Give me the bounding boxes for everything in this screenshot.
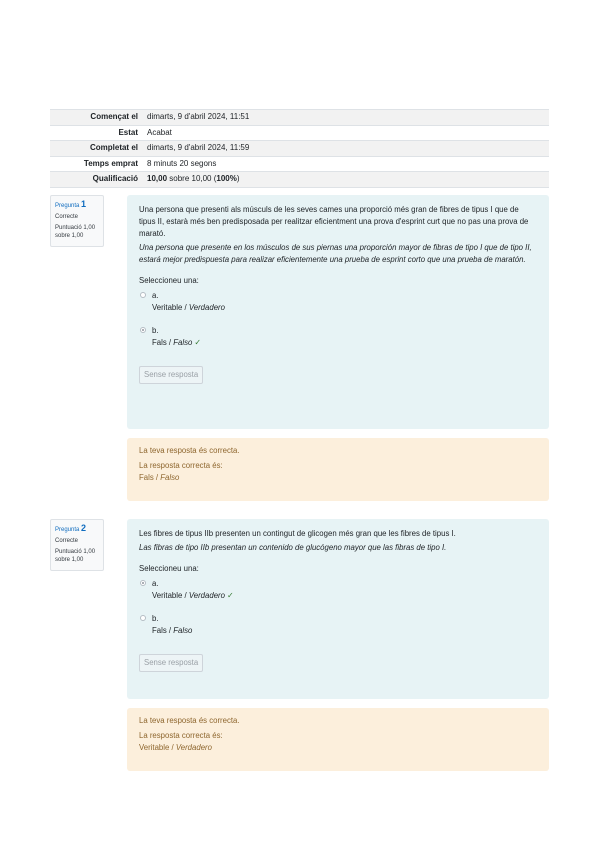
feedback-answer-es: Verdadero [175,743,212,752]
option-letter: b. [152,614,159,623]
question-number [55,200,99,210]
summary-value: 8 minuts 20 segons [142,156,549,172]
feedback-answer-es: Falso [160,473,180,482]
attempt-summary-table [50,109,549,188]
summary-value: dimarts, 9 d'abril 2024, 11:59 [142,141,549,157]
answer-prompt: Seleccioneu una: [139,564,199,573]
summary-label: Completat el [50,141,142,157]
option-text-ca: Veritable / [152,591,189,600]
option-text-ca: Veritable / [152,303,189,312]
answer-options [139,290,537,349]
question-text-es: Las fibras de tipo IIb presentan un contenido de glucógeno mayor que las fibras de tipo I. [139,543,447,552]
radio-selected-icon[interactable] [140,327,146,333]
option-a[interactable] [139,578,537,602]
question-prefix: Pregunta [55,527,80,533]
answer-prompt: Seleccioneu una: [139,276,199,285]
option-letter: a. [152,291,159,300]
feedback-result: La teva resposta és correcta. [139,446,240,455]
grade-close-paren: ) [236,174,240,184]
feedback-correct-answer [139,472,537,484]
question-1-info [50,195,104,247]
question-text-ca: Una persona que presenti als músculs de les seves cames una proporció més gran de fibres de tipus I que de tipus II, estarà més ben predisposada per realitzar eficientment una prova d'esprint curt que no pas una prova de marató. [139,205,529,238]
summary-value: dimarts, 9 d'abril 2024, 11:51 [142,110,549,126]
answer-options [139,578,537,637]
grade-out-of: sobre 10,00 ( [167,174,217,184]
question-prefix: Pregunta [55,203,80,209]
radio-unselected-icon[interactable] [140,615,146,621]
feedback-correct-label: La resposta correcta és: [139,731,223,740]
option-text-ca: Fals / [152,338,174,347]
option-letter: a. [152,579,159,588]
question-text-ca: Les fibres de tipus IIb presenten un contingut de glicogen més gran que les fibres de tipus I. [139,529,456,538]
feedback-answer-ca: Fals / [139,473,161,482]
question-text-es: Una persona que presente en los músculos de sus piernas una proporción mayor de fibras de tipo I que de tipo II, estará mejor predispuesta para realizar eficientemente una prueba de esprint corto que una prueba de maratón. [139,243,532,264]
option-b[interactable] [139,325,537,349]
option-text-es: Falso [173,626,193,635]
question-1-formulation [127,195,549,429]
summary-value [142,172,549,188]
summary-row-state [50,125,549,141]
summary-label: Començat el [50,110,142,126]
summary-label: Temps emprat [50,156,142,172]
option-b[interactable] [139,613,537,637]
question-number [55,524,99,534]
summary-row-completed [50,141,549,157]
option-text-ca: Fals / [152,626,174,635]
feedback-result: La teva resposta és correcta. [139,716,240,725]
question-grade: Puntuació 1,00 sobre 1,00 [55,225,96,239]
clear-answer-button[interactable]: Sense resposta [139,654,203,672]
summary-label: Estat [50,125,142,141]
feedback-correct-answer [139,742,537,754]
question-state: Correcte [55,214,79,220]
clear-answer-button[interactable]: Sense resposta [139,366,203,384]
question-grade: Puntuació 1,00 sobre 1,00 [55,549,96,563]
grade-percent: 100% [216,174,237,184]
grade-score: 10,00 [147,174,168,184]
question-number-value: 1 [81,199,87,209]
question-2-formulation [127,519,549,699]
summary-row-time-taken [50,156,549,172]
option-text-es: Verdadero [188,303,225,312]
correct-check-icon: ✓ [194,338,202,347]
option-a[interactable] [139,290,537,314]
summary-label: Qualificació [50,172,142,188]
question-2-feedback [127,708,549,771]
option-text-es: Verdadero [188,591,225,600]
summary-row-grade [50,172,549,188]
question-state: Correcte [55,538,79,544]
option-letter: b. [152,326,159,335]
correct-check-icon: ✓ [226,591,234,600]
radio-unselected-icon[interactable] [140,292,146,298]
option-text-es: Falso [173,338,193,347]
summary-row-started [50,110,549,126]
feedback-correct-label: La resposta correcta és: [139,461,223,470]
summary-value: Acabat [142,125,549,141]
question-1-feedback [127,438,549,501]
question-2-info [50,519,104,571]
question-number-value: 2 [81,523,87,533]
radio-selected-icon[interactable] [140,580,146,586]
feedback-answer-ca: Veritable / [139,743,176,752]
